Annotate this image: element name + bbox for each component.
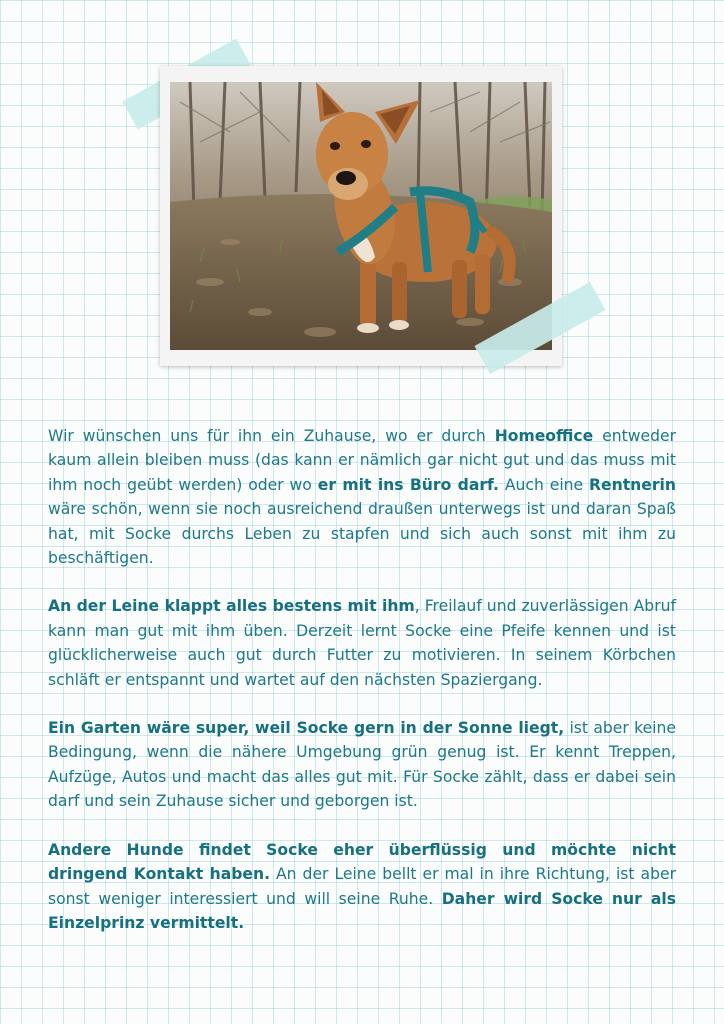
paragraph-3 [48,716,676,814]
emphasis: Andere Hunde findet Socke eher überflüssig und möchte nicht dringend Kontakt haben. [48,840,676,884]
text-span: ist aber keine Bedingung, wenn die nähere Umgebung grün genug ist. Er kennt Treppen, Aufzüge, Autos und macht das alles gut mit. Für Socke zählt, dass er dabei sein darf und sein Zuhause sicher und geborgen ist. [48,719,676,811]
emphasis: An der Leine klappt alles bestens mit ihm [48,597,415,616]
text-block [48,424,676,959]
text-span: wäre schön, wenn sie noch ausreichend draußen unterwegs ist und daran Spaß hat, mit Socke durchs Leben zu stapfen und sich auch sonst mit ihm zu beschäftigen. [48,500,676,568]
emphasis: Ein Garten wäre super, weil Socke gern in der Sonne liegt, [48,719,565,738]
text-span: An der Leine bellt er mal in ihre Richtung, ist aber sonst weniger interessiert und will seine Ruhe. [48,865,676,908]
emphasis: er mit ins Büro darf. [317,475,499,494]
photo-frame [160,66,562,366]
dog-illustration [170,82,552,350]
text-span: Wir wünschen uns für ihn ein Zuhause, wo er durch [48,427,495,445]
text-span: entweder kaum allein bleiben muss (das kann er nämlich gar nicht gut und das muss mit ihm noch geübt werden) oder wo [48,427,676,494]
dog-photo [170,82,552,350]
emphasis: Homeoffice [494,427,594,445]
paragraph-4 [48,838,676,936]
paragraph-1 [48,424,676,570]
text-span: , Freilauf und zuverlässigen Abruf kann man gut mit ihm üben. Derzeit lernt Socke eine Pfeife kennen und ist glücklicherweise auch gut durch Futter zu motivieren. In seinem Körbchen schläft er entspannt und wartet auf den nächsten Spaziergang. [48,597,676,689]
emphasis: Daher wird Socke nur als Einzelprinz vermittelt. [48,889,676,932]
emphasis: Rentnerin [589,475,676,494]
paragraph-2 [48,594,676,692]
text-span: Auch eine [498,475,590,494]
